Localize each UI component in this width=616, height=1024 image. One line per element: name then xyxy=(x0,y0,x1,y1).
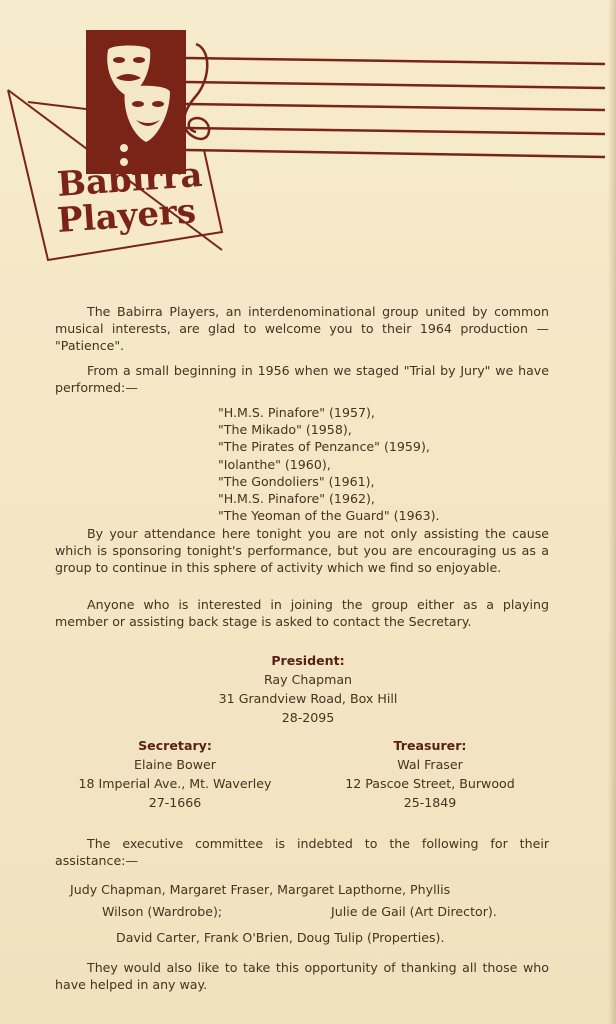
acknowledgement-intro: The executive committee is indebted to the following for their assistance:— xyxy=(55,836,549,869)
history-paragraph: From a small beginning in 1956 when we staged "Trial by Jury" we have performed:— xyxy=(55,363,549,396)
treasurer-block xyxy=(310,736,550,812)
production-item: "The Pirates of Penzance" (1959), xyxy=(218,439,430,455)
production-item: "Iolanthe" (1960), xyxy=(218,456,331,472)
joining-paragraph: Anyone who is interested in joining the group either as a playing member or assisting back stage is asked to contact the Secretary. xyxy=(55,597,549,630)
treasurer-name: Wal Fraser xyxy=(397,757,463,772)
credits-properties: David Carter, Frank O'Brien, Doug Tulip (Properties). xyxy=(116,930,445,945)
treasurer-heading: Treasurer: xyxy=(393,738,467,753)
treasurer-address: 12 Pascoe Street, Burwood xyxy=(345,776,515,791)
production-item: "H.M.S. Pinafore" (1957), xyxy=(218,405,375,420)
credits-wardrobe: Wilson (Wardrobe); xyxy=(102,904,223,919)
attendance-paragraph: By your attendance here tonight you are not only assisting the cause which is sponsoring tonight's performance, but you are encouraging us as a group to continue in this sphere of activity which we find so enjoyable. xyxy=(55,526,549,576)
secretary-name: Elaine Bower xyxy=(134,757,216,772)
secretary-address: 18 Imperial Ave., Mt. Waverley xyxy=(78,776,272,791)
president-heading: President: xyxy=(271,653,345,668)
secretary-phone: 27-1666 xyxy=(148,795,202,810)
president-phone: 28-2095 xyxy=(281,710,335,725)
closing-paragraph: They would also like to take this opportunity of thanking all those who have helped in any way. xyxy=(55,960,549,993)
music-staff xyxy=(186,58,605,157)
secretary-heading: Secretary: xyxy=(138,738,212,753)
production-item: "The Yeoman of the Guard" (1963). xyxy=(218,508,440,524)
production-item: "H.M.S. Pinafore" (1962), xyxy=(218,491,375,507)
production-item: "The Mikado" (1958), xyxy=(218,422,352,438)
productions-list xyxy=(218,404,440,524)
logo-text-players: Players xyxy=(55,191,198,241)
production-item: "The Gondoliers" (1961), xyxy=(218,473,375,489)
logo-text-babirra: Babirra xyxy=(55,154,204,205)
babirra-players-logo xyxy=(0,0,616,280)
credits-line-1: Judy Chapman, Margaret Fraser, Margaret Lapthorne, Phyllis xyxy=(70,882,451,897)
credits-art-director: Julie de Gail (Art Director). xyxy=(331,904,497,919)
president-name: Ray Chapman xyxy=(263,672,353,687)
secretary-block xyxy=(45,736,305,812)
intro-paragraph: The Babirra Players, an interdenominational group united by common musical interests, are glad to welcome you to their 1964 production — "Patience". xyxy=(55,304,549,354)
president-address: 31 Grandview Road, Box Hill xyxy=(218,691,398,706)
president-block xyxy=(158,651,458,727)
treasurer-phone: 25-1849 xyxy=(403,795,457,810)
